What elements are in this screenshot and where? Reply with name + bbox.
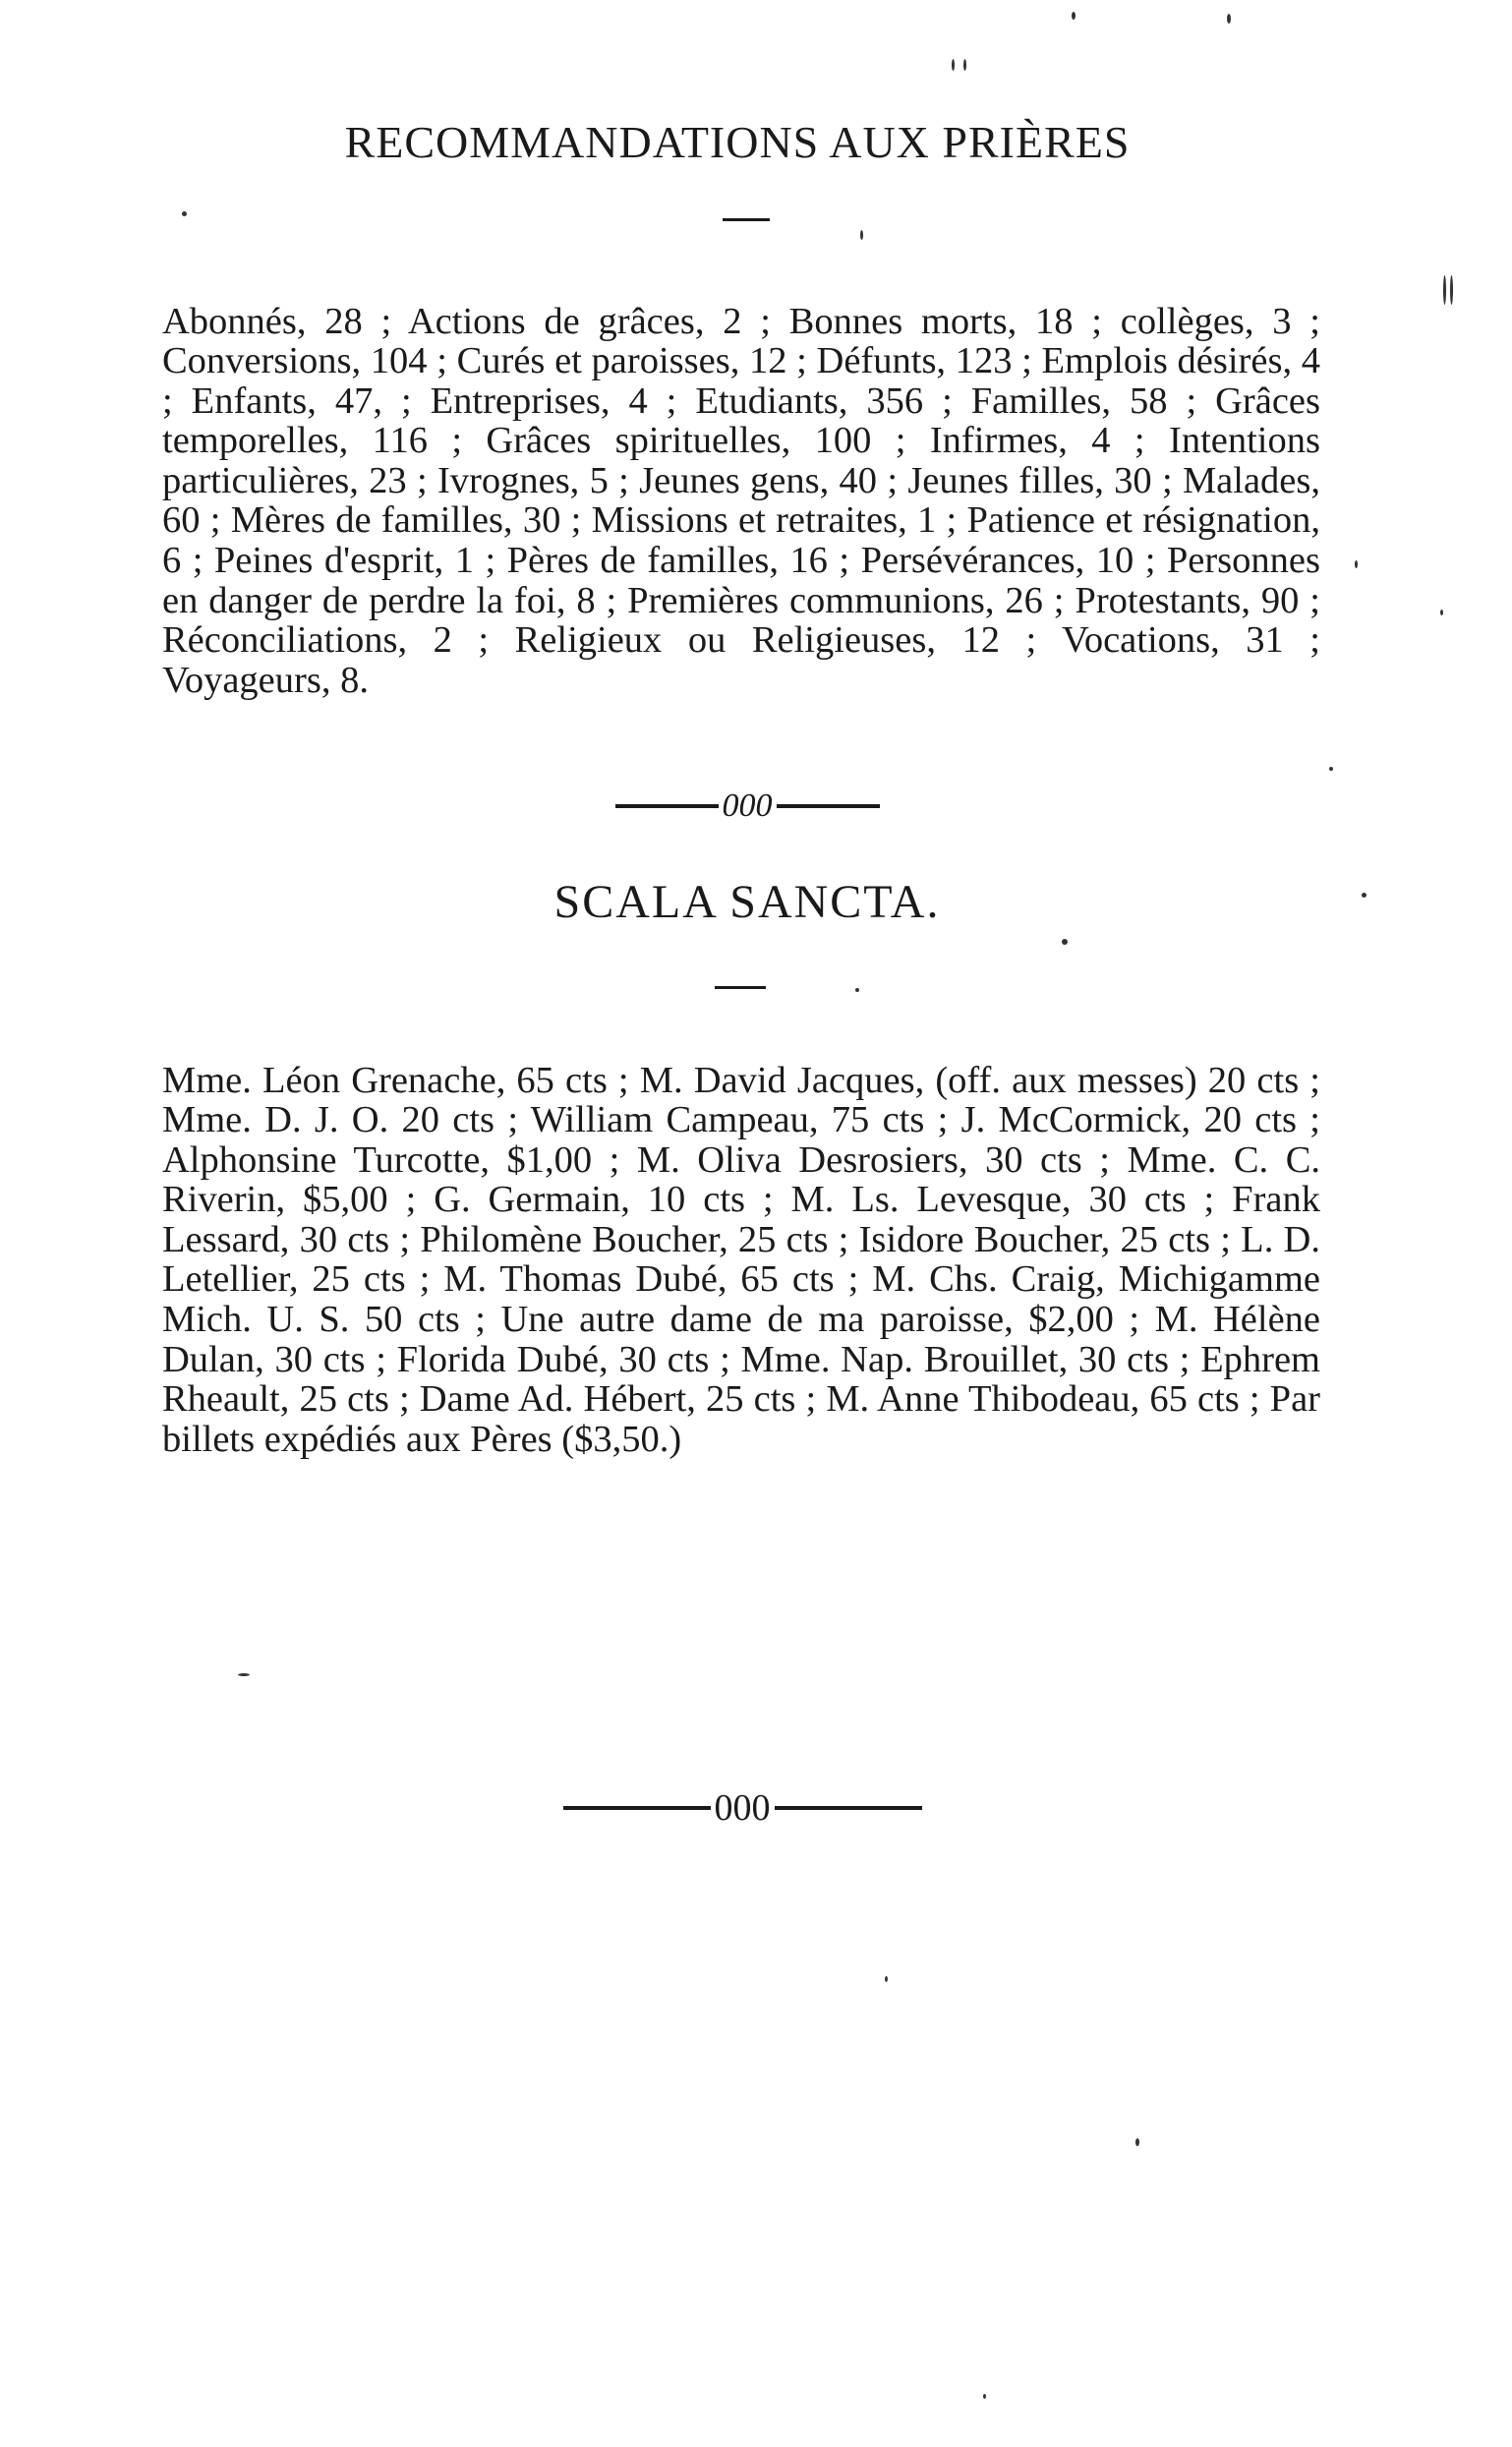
section-title: SCALA SANCTA. bbox=[553, 876, 941, 928]
separator-mark: 000 bbox=[714, 1787, 771, 1829]
print-speck bbox=[885, 1976, 888, 1982]
print-speck bbox=[1440, 610, 1443, 615]
print-speck bbox=[952, 59, 955, 71]
print-speck bbox=[1072, 12, 1076, 20]
separator-line-right bbox=[775, 1806, 922, 1810]
print-speck bbox=[1450, 275, 1453, 305]
print-speck bbox=[1443, 275, 1446, 305]
print-speck bbox=[1227, 14, 1231, 24]
separator-line-left bbox=[563, 1806, 711, 1810]
separator-mark: 000 bbox=[722, 787, 773, 824]
print-speck bbox=[1062, 939, 1068, 945]
section-separator bbox=[590, 787, 904, 826]
page-title: RECOMMANDATIONS AUX PRIÈRES bbox=[344, 117, 1131, 167]
scala-sancta-paragraph: Mme. Léon Grenache, 65 cts ; M. David Jacques, (off. aux messes) 20 cts ; Mme. D. J. O. 20 cts ; William Campeau, 75 cts ; J. McCormick, 20 cts ; Alphonsine Turcotte, $1,00 ; M. Oliva Desrosiers, 30 cts ; Mme. C. C. Riverin, $5,00 ; G. Germain, 10 cts ; M. Ls. Levesque, 30 cts ; Frank Lessard, 30 cts ; Philomène Boucher, 25 cts ; Isidore Boucher, 25 cts ; L. D. Letellier, 25 cts ; M. Thomas Dubé, 65 cts ; M. Chs. Craig, Michigamme Mich. U. S. 50 cts ; Une autre dame de ma paroisse, $2,00 ; M. Hélène Dulan, 30 cts ; Florida Dubé, 30 cts ; Mme. Nap. Brouillet, 30 cts ; Ephrem Rheault, 25 cts ; Dame Ad. Hébert, 25 cts ; M. Anne Thibodeau, 65 cts ; Par billets expédiés aux Pères ($3,50.) bbox=[162, 1059, 1320, 1460]
print-speck bbox=[983, 2394, 986, 2399]
print-speck bbox=[238, 1673, 250, 1676]
recommendations-paragraph: Abonnés, 28 ; Actions de grâces, 2 ; Bonnes morts, 18 ; collèges, 3 ; Conversions, 104 ; Curés et paroisses, 12 ; Défunts, 123 ; Emplois désirés, 4 ; Enfants, 47, ; Entreprises, 4 ; Etudiants, 356 ; Familles, 58 ; Grâces temporelles, 116 ; Grâces spirituelles, 100 ; Infirmes, 4 ; Intentions particulières, 23 ; Ivrognes, 5 ; Jeunes gens, 40 ; Jeunes filles, 30 ; Malades, 60 ; Mères de familles, 30 ; Missions et retraites, 1 ; Patience et résignation, 6 ; Peines d'esprit, 1 ; Pères de familles, 16 ; Persévérances, 10 ; Personnes en danger de perdre la foi, 8 ; Premières communions, 26 ; Protestants, 90 ; Réconciliations, 2 ; Religieux ou Religieuses, 12 ; Vocations, 31 ; Voyageurs, 8. bbox=[162, 300, 1320, 701]
print-speck bbox=[182, 211, 187, 216]
end-separator bbox=[536, 1786, 949, 1830]
print-speck bbox=[1329, 767, 1333, 771]
print-speck bbox=[855, 988, 859, 992]
print-speck bbox=[963, 59, 966, 71]
print-speck bbox=[1355, 560, 1358, 568]
print-speck bbox=[1135, 2138, 1139, 2146]
separator-line-right bbox=[777, 804, 880, 808]
title-rule bbox=[723, 218, 770, 221]
section-rule bbox=[715, 986, 766, 989]
print-speck bbox=[860, 230, 863, 240]
separator-line-left bbox=[615, 804, 719, 808]
print-speck bbox=[1362, 893, 1367, 898]
